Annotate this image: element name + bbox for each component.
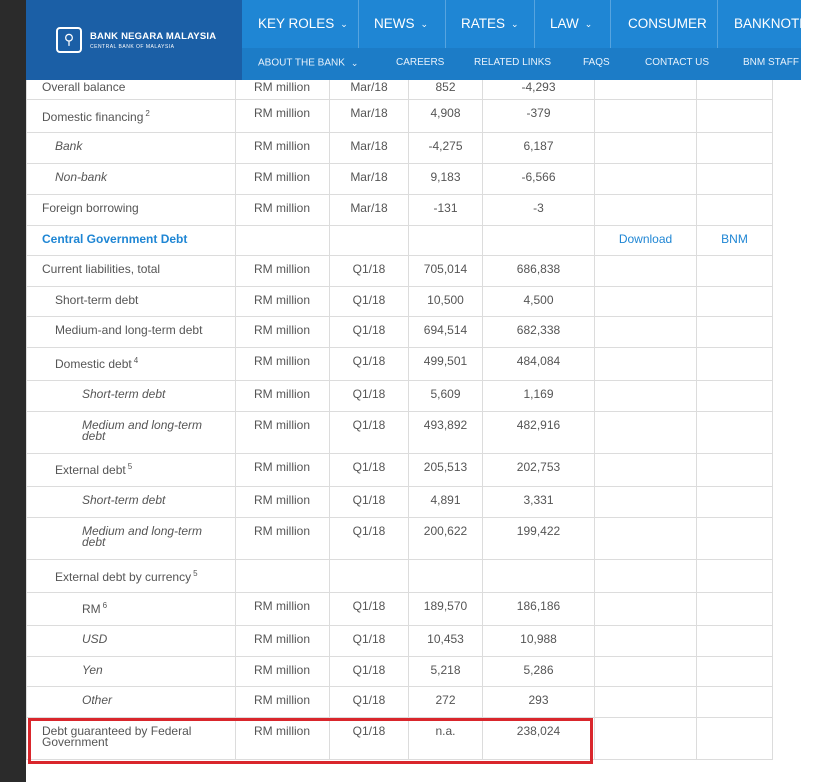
footnote-ref[interactable]: 6 [102,601,108,610]
chevron-down-icon: ⌄ [350,58,359,68]
source-link[interactable]: BNM [696,226,773,255]
row-unit [235,560,329,592]
nav-bnm-staff[interactable]: BNM STAFF [743,57,799,68]
row-value-1: 4,891 [408,487,482,517]
row-value-2: -6,566 [482,164,594,194]
row-label: Bank [26,133,235,163]
row-unit: RM million [235,348,329,380]
row-label: Yen [26,657,235,686]
row-download [594,133,696,163]
row-period [329,560,408,592]
row-period: Q1/18 [329,348,408,380]
row-label: Other [26,687,235,717]
row-download [594,487,696,517]
table-row [26,348,773,381]
row-download [594,195,696,225]
row-unit: RM million [235,256,329,286]
row-source [696,80,773,99]
section-title: Central Government Debt [26,226,235,255]
row-source [696,317,773,347]
nav-faqs[interactable]: FAQS [583,57,610,68]
footnote-ref[interactable]: 5 [193,569,198,578]
row-value-1: 10,500 [408,287,482,316]
footnote-ref[interactable]: 2 [145,109,150,118]
row-source [696,718,773,759]
row-source [696,657,773,686]
logo-subtitle: CENTRAL BANK OF MALAYSIA [90,43,175,50]
row-source [696,454,773,486]
row-download [594,593,696,625]
row-unit: RM million [235,80,329,99]
table-row [26,80,773,100]
row-source [696,626,773,656]
row-value-1: 4,908 [408,100,482,132]
row-period: Q1/18 [329,718,408,759]
nav-consumer[interactable]: CONSUMER [628,16,707,31]
row-unit: RM million [235,687,329,717]
row-unit: RM million [235,133,329,163]
row-source [696,100,773,132]
row-download [594,518,696,559]
table-row [26,256,773,287]
window-left-edge [0,0,26,782]
row-period: Q1/18 [329,593,408,625]
row-source [696,560,773,592]
row-period: Mar/18 [329,164,408,194]
row-value-2: 686,838 [482,256,594,286]
row-unit: RM million [235,100,329,132]
row-unit: RM million [235,164,329,194]
row-unit: RM million [235,454,329,486]
row-download [594,256,696,286]
row-label: USD [26,626,235,656]
row-period: Mar/18 [329,195,408,225]
bnm-logo[interactable] [26,0,242,80]
row-label: Debt guaranteed by Federal Government [26,718,235,759]
row-unit: RM million [235,518,329,559]
download-link[interactable]: Download [594,226,696,255]
main-nav [242,0,817,48]
row-unit: RM million [235,195,329,225]
footnote-ref[interactable]: 4 [133,356,139,365]
row-label: Short-term debt [26,287,235,316]
row-period: Q1/18 [329,454,408,486]
row-source [696,164,773,194]
row-period: Q1/18 [329,256,408,286]
row-label: External debt by currency $^5$ [26,560,235,592]
row-value-1: 852 [408,80,482,99]
row-value-1 [408,560,482,592]
row-value-2: 5,286 [482,657,594,686]
row-value-2: -3 [482,195,594,225]
row-value-1: -131 [408,195,482,225]
row-label: Domestic financing $^2$ [26,100,235,132]
indicators-table [26,80,773,760]
row-label: Foreign borrowing [26,195,235,225]
row-download [594,560,696,592]
row-download [594,100,696,132]
row-value-1: 205,513 [408,454,482,486]
table-row [26,133,773,164]
row-unit: RM million [235,657,329,686]
row-period: Q1/18 [329,487,408,517]
row-unit: RM million [235,487,329,517]
chevron-down-icon: ⌄ [340,19,348,30]
row-value-2: 10,988 [482,626,594,656]
site-header [26,0,817,80]
table-row [26,593,773,626]
row-value-2: 484,084 [482,348,594,380]
row-value-2: 1,169 [482,381,594,411]
sub-nav [242,48,801,80]
chevron-down-icon: ⌄ [420,19,429,30]
row-unit: RM million [235,381,329,411]
row-unit: RM million [235,412,329,453]
row-source [696,593,773,625]
row-value-1: 694,514 [408,317,482,347]
row-unit: RM million [235,287,329,316]
row-value-2: 202,753 [482,454,594,486]
row-period: Q1/18 [329,287,408,316]
table-row [26,454,773,487]
row-value-1: 272 [408,687,482,717]
nav-law[interactable]: LAW ⌄ [550,0,592,48]
row-source [696,687,773,717]
row-unit [235,226,329,255]
row-unit: RM million [235,593,329,625]
row-value-2: -4,293 [482,80,594,99]
table-row [26,317,773,348]
row-source [696,256,773,286]
row-value-1: 5,609 [408,381,482,411]
row-label: Medium-and long-term debt [26,317,235,347]
table-row [26,487,773,518]
row-label: Short-term debt [26,381,235,411]
row-value-2 [482,226,594,255]
table-row [26,164,773,195]
row-label: Non-bank [26,164,235,194]
row-value-1: 5,218 [408,657,482,686]
row-value-1: 10,453 [408,626,482,656]
row-value-1: 9,183 [408,164,482,194]
nav-contact-us[interactable]: CONTACT US [645,57,710,68]
row-source [696,381,773,411]
row-label: Overall balance [26,80,235,99]
row-period: Q1/18 [329,412,408,453]
nav-banknotes[interactable]: BANKNOTES [734,16,817,31]
row-period: Q1/18 [329,518,408,559]
row-period: Mar/18 [329,133,408,163]
row-download [594,80,696,99]
footnote-ref[interactable]: 5 [127,462,133,471]
row-download [594,718,696,759]
row-download [594,657,696,686]
table-row [26,381,773,412]
row-value-2 [482,560,594,592]
row-source [696,518,773,559]
row-source [696,487,773,517]
nav-careers[interactable]: CAREERS [396,57,445,68]
logo-name: BANK NEGARA MALAYSIA [90,30,217,42]
row-download [594,348,696,380]
row-label: Medium and long-term debt [26,412,235,453]
row-value-2: 199,422 [482,518,594,559]
row-period: Q1/18 [329,626,408,656]
row-value-2: 682,338 [482,317,594,347]
row-download [594,454,696,486]
row-value-1: 200,622 [408,518,482,559]
table-row [26,657,773,687]
row-unit: RM million [235,317,329,347]
row-value-1: 493,892 [408,412,482,453]
nav-about-the-bank[interactable]: ABOUT THE BANK ⌄ [258,48,358,80]
row-period: Mar/18 [329,80,408,99]
table-row [26,412,773,454]
table-row [26,626,773,657]
row-label: External debt $^5$ [26,454,235,486]
row-download [594,412,696,453]
nav-news[interactable]: NEWS ⌄ [374,0,428,48]
row-value-1: 189,570 [408,593,482,625]
row-value-1 [408,226,482,255]
row-value-2: 6,187 [482,133,594,163]
row-source [696,412,773,453]
row-period: Q1/18 [329,317,408,347]
row-value-2: 186,186 [482,593,594,625]
table-row [26,560,773,593]
table-row [26,195,773,226]
row-period [329,226,408,255]
row-label: Current liabilities, total [26,256,235,286]
nav-rates[interactable]: RATES ⌄ [461,0,519,48]
row-source [696,133,773,163]
row-period: Q1/18 [329,687,408,717]
row-source [696,348,773,380]
row-value-2: 293 [482,687,594,717]
section-row [26,226,773,256]
row-label: RM $^6$ [26,593,235,625]
row-value-2: -379 [482,100,594,132]
row-unit: RM million [235,718,329,759]
table-row [26,287,773,317]
table-row [26,100,773,133]
row-download [594,687,696,717]
row-download [594,164,696,194]
row-source [696,195,773,225]
row-value-1: 705,014 [408,256,482,286]
chevron-down-icon: ⌄ [511,19,519,30]
row-period: Mar/18 [329,100,408,132]
row-label: Short-term debt [26,487,235,517]
row-download [594,626,696,656]
row-unit: RM million [235,626,329,656]
row-download [594,381,696,411]
row-period: Q1/18 [329,381,408,411]
row-value-2: 238,024 [482,718,594,759]
row-label: Domestic debt $^4$ [26,348,235,380]
row-download [594,317,696,347]
row-download [594,287,696,316]
table-row [26,687,773,718]
chevron-down-icon: ⌄ [584,19,593,30]
row-label: Medium and long-term debt [26,518,235,559]
table-row [26,518,773,560]
row-period: Q1/18 [329,657,408,686]
row-value-1: n.a. [408,718,482,759]
row-value-2: 482,916 [482,412,594,453]
row-value-1: -4,275 [408,133,482,163]
table-row [26,718,773,760]
row-value-2: 4,500 [482,287,594,316]
nav-related-links[interactable]: RELATED LINKS [474,57,552,68]
row-value-2: 3,331 [482,487,594,517]
row-source [696,287,773,316]
nav-key-roles[interactable]: KEY ROLES ⌄ [258,0,348,48]
row-value-1: 499,501 [408,348,482,380]
bnm-emblem-icon: ⚲ [56,27,82,53]
